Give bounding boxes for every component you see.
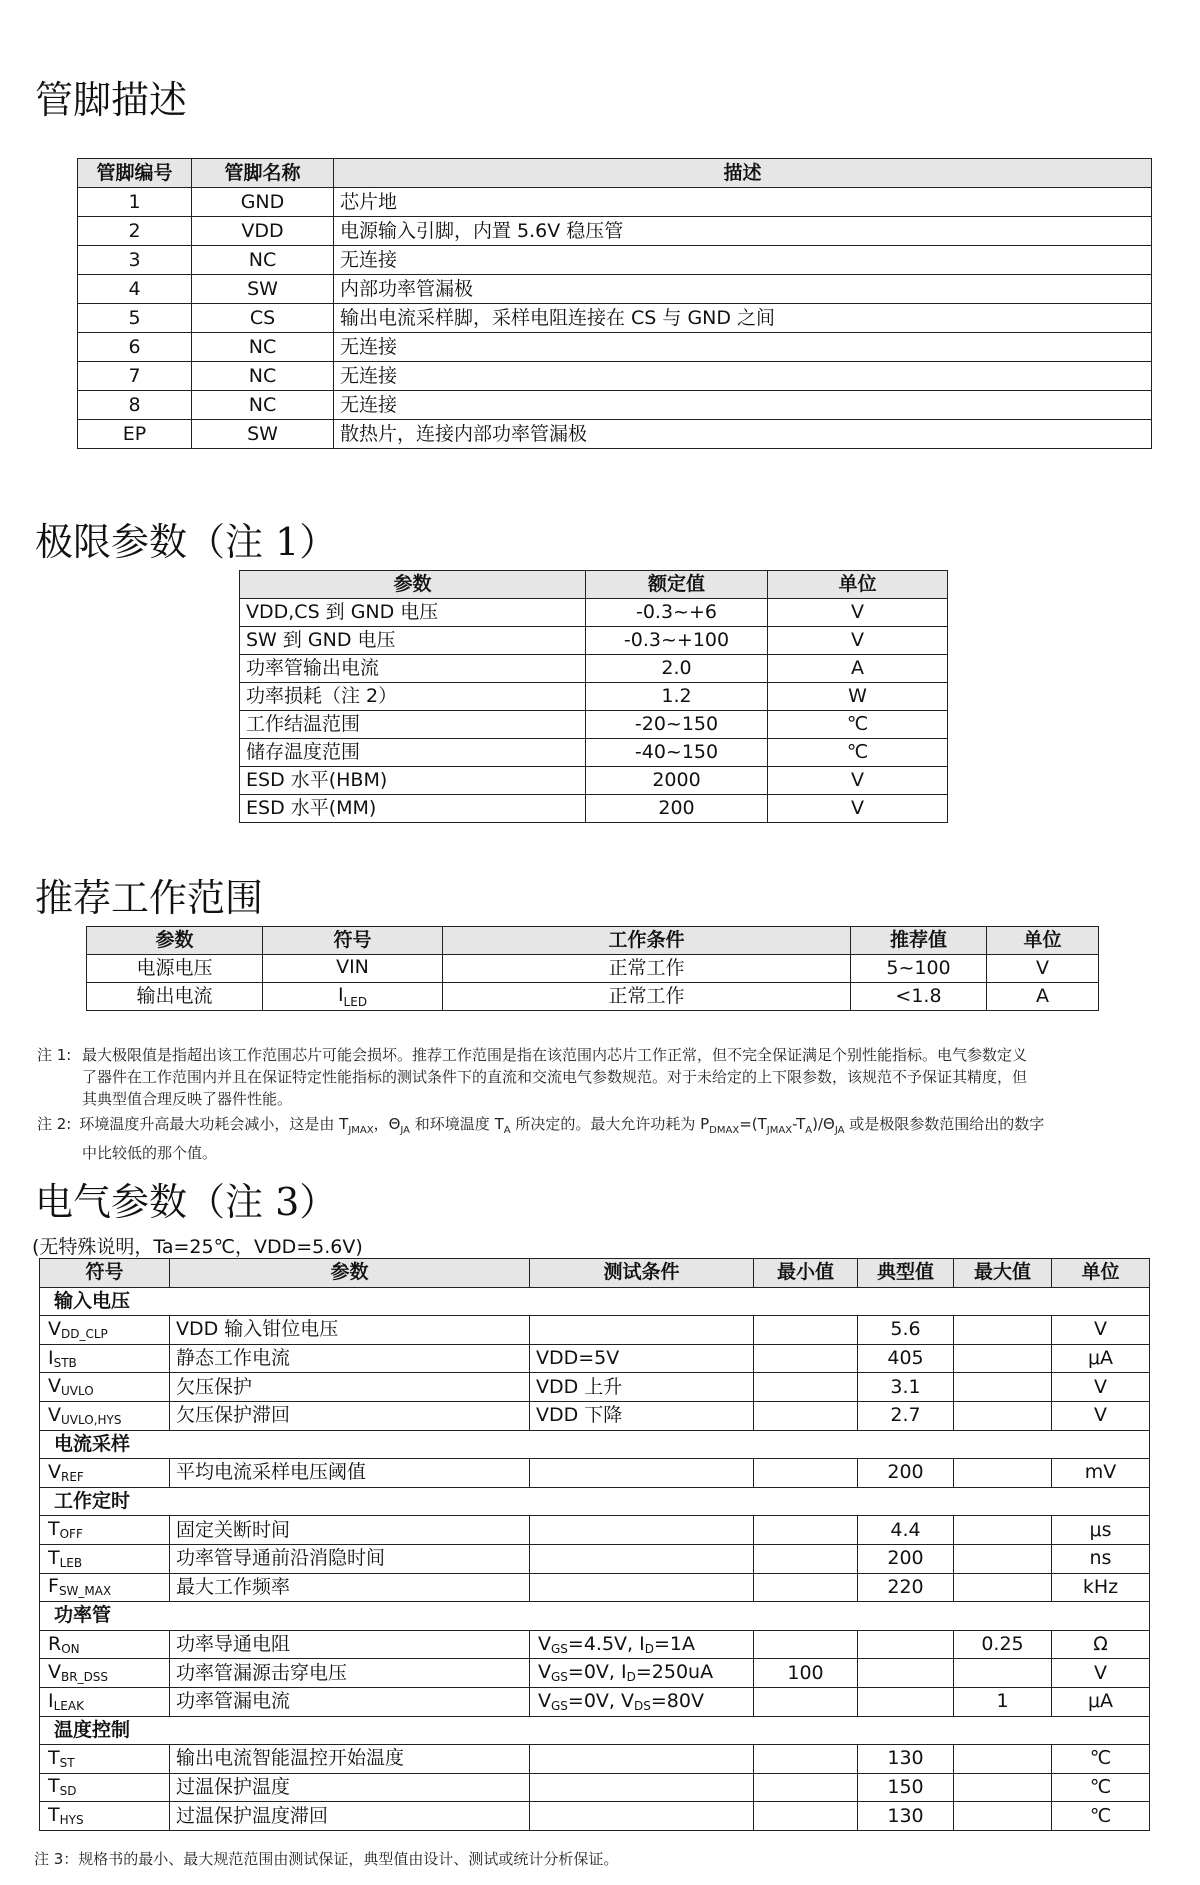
column-header: 测试条件 <box>530 1259 754 1288</box>
table-row <box>40 1459 1150 1488</box>
elec-symbol: $F_{SW\_MAX}$ <box>40 1573 170 1602</box>
pin-description: 无连接 <box>334 391 1152 420</box>
rec-unit: V <box>987 955 1099 983</box>
table-row <box>40 1544 1150 1573</box>
elec-max: 1 <box>954 1687 1052 1716</box>
table-row <box>87 983 1099 1011</box>
limit-unit: V <box>768 599 948 627</box>
pin-number: 8 <box>78 391 192 420</box>
limit-value: -20~150 <box>586 711 768 739</box>
limit-value: 1.2 <box>586 683 768 711</box>
column-header: 单位 <box>987 927 1099 955</box>
elec-unit: mV <box>1052 1459 1150 1488</box>
elec-test-condition: (无特殊说明，Ta=25℃，VDD=5.6V) <box>32 1236 363 1258</box>
table-row <box>40 1401 1150 1430</box>
column-header: 工作条件 <box>443 927 851 955</box>
pin-description: 无连接 <box>334 246 1152 275</box>
pin-description: 输出电流采样脚，采样电阻连接在 CS 与 GND 之间 <box>334 304 1152 333</box>
category-row <box>40 1487 1150 1516</box>
column-header: 描述 <box>334 159 1152 188</box>
pin-name: GND <box>192 188 334 217</box>
elec-min <box>754 1316 858 1345</box>
elec-min <box>754 1344 858 1373</box>
elec-unit: V <box>1052 1316 1150 1345</box>
elec-symbol: $R_{ON}$ <box>40 1630 170 1659</box>
elec-condition <box>530 1802 754 1831</box>
elec-param: 平均电流采样电压阈值 <box>170 1459 530 1488</box>
elec-max <box>954 1516 1052 1545</box>
rec-condition: 正常工作 <box>443 955 851 983</box>
column-header: 推荐值 <box>851 927 987 955</box>
table-header-row <box>87 927 1099 955</box>
limit-unit: A <box>768 655 948 683</box>
table-row <box>40 1773 1150 1802</box>
pin-description: 无连接 <box>334 362 1152 391</box>
elec-unit: kHz <box>1052 1573 1150 1602</box>
rec-unit: A <box>987 983 1099 1011</box>
note-1-label: 注 1: <box>37 1046 72 1064</box>
column-header: 最大值 <box>954 1259 1052 1288</box>
elec-condition: $V_{GS}=4.5V$, $I_D=1A$ <box>530 1630 754 1659</box>
elec-min <box>754 1745 858 1774</box>
note-2 <box>37 1113 1157 1164</box>
elec-max <box>954 1316 1052 1345</box>
table-row <box>78 362 1152 391</box>
table-row <box>40 1344 1150 1373</box>
pin-number: 1 <box>78 188 192 217</box>
recommended-table <box>86 926 1099 1011</box>
limit-param: SW 到 GND 电压 <box>240 627 586 655</box>
elec-min <box>754 1459 858 1488</box>
limit-unit: V <box>768 767 948 795</box>
elec-unit: ℃ <box>1052 1802 1150 1831</box>
limit-param: 储存温度范围 <box>240 739 586 767</box>
elec-typ: 405 <box>858 1344 954 1373</box>
elec-param: 功率管导通前沿消隐时间 <box>170 1544 530 1573</box>
limit-value: 200 <box>586 795 768 823</box>
elec-unit: ℃ <box>1052 1745 1150 1774</box>
elec-param: 功率导通电阻 <box>170 1630 530 1659</box>
elec-typ: 200 <box>858 1544 954 1573</box>
pin-description: 内部功率管漏极 <box>334 275 1152 304</box>
table-row <box>40 1802 1150 1831</box>
elec-param: 输出电流智能温控开始温度 <box>170 1745 530 1774</box>
column-header: 典型值 <box>858 1259 954 1288</box>
elec-unit: V <box>1052 1401 1150 1430</box>
table-row <box>240 795 948 823</box>
pin-description: 电源输入引脚，内置 5.6V 稳压管 <box>334 217 1152 246</box>
elec-param: 过温保护温度 <box>170 1773 530 1802</box>
elec-max <box>954 1401 1052 1430</box>
pin-table <box>77 158 1152 449</box>
elec-typ: 4.4 <box>858 1516 954 1545</box>
elec-unit: Ω <box>1052 1630 1150 1659</box>
pin-description: 散热片，连接内部功率管漏极 <box>334 420 1152 449</box>
category-label: 温度控制 <box>40 1716 1150 1745</box>
note-2-line: 注 2: 环境温度升高最大功耗会减小，这是由 $T_{JMAX}$，$\Theta_{JA}$ 和环境温度 $T_A$ 所决定的。最大允许功耗为 $P_{DMAX}=(T_{JMAX}-T_A)/\Theta_{JA}$ 或是极限参数范围给出的数字 <box>37 1115 1045 1136</box>
rec-value: 5~100 <box>851 955 987 983</box>
elec-min <box>754 1544 858 1573</box>
limit-param: 工作结温范围 <box>240 711 586 739</box>
table-row <box>40 1573 1150 1602</box>
elec-condition: VDD 上升 <box>530 1373 754 1402</box>
table-row <box>40 1630 1150 1659</box>
elec-param: 固定关断时间 <box>170 1516 530 1545</box>
rec-condition: 正常工作 <box>443 983 851 1011</box>
column-header: 单位 <box>1052 1259 1150 1288</box>
limit-unit: V <box>768 627 948 655</box>
elec-min <box>754 1773 858 1802</box>
elec-condition <box>530 1516 754 1545</box>
table-row <box>240 767 948 795</box>
elec-condition: $V_{GS}=0V$, $V_{DS}=80V$ <box>530 1687 754 1716</box>
pin-number: 5 <box>78 304 192 333</box>
elec-condition: VDD=5V <box>530 1344 754 1373</box>
column-header: 参数 <box>87 927 263 955</box>
pin-description: 芯片地 <box>334 188 1152 217</box>
limit-section-title: 极限参数（注 1） <box>35 520 338 564</box>
elec-param: 静态工作电流 <box>170 1344 530 1373</box>
table-row <box>78 304 1152 333</box>
elec-symbol: $I_{LEAK}$ <box>40 1687 170 1716</box>
limit-table <box>239 570 948 823</box>
elec-condition: VDD 下降 <box>530 1401 754 1430</box>
table-row <box>78 275 1152 304</box>
elec-typ: 220 <box>858 1573 954 1602</box>
pin-number: 7 <box>78 362 192 391</box>
elec-symbol: $V_{REF}$ <box>40 1459 170 1488</box>
pin-description: 无连接 <box>334 333 1152 362</box>
elec-max <box>954 1344 1052 1373</box>
pin-section-title: 管脚描述 <box>35 78 188 122</box>
elec-unit: V <box>1052 1373 1150 1402</box>
elec-typ: 200 <box>858 1459 954 1488</box>
limit-param: 功率管输出电流 <box>240 655 586 683</box>
elec-symbol: $V_{UVLO,HYS}$ <box>40 1401 170 1430</box>
table-row <box>40 1516 1150 1545</box>
pin-name: SW <box>192 275 334 304</box>
table-row <box>240 739 948 767</box>
elec-min <box>754 1373 858 1402</box>
column-header: 管脚编号 <box>78 159 192 188</box>
category-row <box>40 1430 1150 1459</box>
note-1 <box>37 1044 1157 1110</box>
limit-param: VDD,CS 到 GND 电压 <box>240 599 586 627</box>
elec-max <box>954 1802 1052 1831</box>
elec-unit: μA <box>1052 1344 1150 1373</box>
elec-typ: 130 <box>858 1745 954 1774</box>
rec-section-title: 推荐工作范围 <box>35 876 264 920</box>
elec-symbol: $T_{SD}$ <box>40 1773 170 1802</box>
table-row <box>240 683 948 711</box>
column-header: 参数 <box>240 571 586 599</box>
elec-min <box>754 1802 858 1831</box>
elec-min <box>754 1687 858 1716</box>
table-header-row <box>40 1259 1150 1288</box>
elec-symbol: $V_{DD\_CLP}$ <box>40 1316 170 1345</box>
table-row <box>40 1745 1150 1774</box>
elec-typ: 150 <box>858 1773 954 1802</box>
elec-max <box>954 1745 1052 1774</box>
elec-typ <box>858 1687 954 1716</box>
elec-unit: V <box>1052 1659 1150 1688</box>
table-row <box>78 420 1152 449</box>
elec-symbol: $V_{BR\_DSS}$ <box>40 1659 170 1688</box>
elec-condition <box>530 1544 754 1573</box>
limit-value: -0.3~+100 <box>586 627 768 655</box>
elec-typ <box>858 1659 954 1688</box>
table-header-row <box>240 571 948 599</box>
elec-condition <box>530 1316 754 1345</box>
table-row <box>78 188 1152 217</box>
column-header: 最小值 <box>754 1259 858 1288</box>
limit-param: 功率损耗（注 2） <box>240 683 586 711</box>
table-row <box>40 1316 1150 1345</box>
category-row <box>40 1602 1150 1631</box>
category-row <box>40 1287 1150 1316</box>
column-header: 单位 <box>768 571 948 599</box>
elec-max <box>954 1544 1052 1573</box>
elec-symbol: $T_{OFF}$ <box>40 1516 170 1545</box>
elec-min <box>754 1516 858 1545</box>
limit-value: -40~150 <box>586 739 768 767</box>
limit-unit: V <box>768 795 948 823</box>
elec-min <box>754 1573 858 1602</box>
table-row <box>78 333 1152 362</box>
table-row <box>240 627 948 655</box>
elec-param: 功率管漏源击穿电压 <box>170 1659 530 1688</box>
elec-max <box>954 1573 1052 1602</box>
elec-min: 100 <box>754 1659 858 1688</box>
pin-name: CS <box>192 304 334 333</box>
elec-condition <box>530 1745 754 1774</box>
elec-symbol: $T_{LEB}$ <box>40 1544 170 1573</box>
category-label: 输入电压 <box>40 1287 1150 1316</box>
pin-number: 6 <box>78 333 192 362</box>
pin-number: 3 <box>78 246 192 275</box>
column-header: 参数 <box>170 1259 530 1288</box>
table-row <box>40 1687 1150 1716</box>
elec-section-title: 电气参数（注 3） <box>35 1180 338 1224</box>
elec-condition <box>530 1773 754 1802</box>
rec-param: 电源电压 <box>87 955 263 983</box>
table-row <box>240 711 948 739</box>
table-row <box>240 599 948 627</box>
note-1-line: 最大极限值是指超出该工作范围芯片可能会损坏。推荐工作范围是指在该范围内芯片工作正常，但不完全保证满足个别性能指标。电气参数定义 <box>82 1046 1028 1064</box>
elec-max <box>954 1373 1052 1402</box>
category-row <box>40 1716 1150 1745</box>
table-header-row <box>78 159 1152 188</box>
note-1-line: 了器件在工作范围内并且在保证特定性能指标的测试条件下的直流和交流电气参数规范。对于未给定的上下限参数，该规范不予保证其精度，但 <box>82 1068 1028 1086</box>
elec-param: 功率管漏电流 <box>170 1687 530 1716</box>
limit-unit: ℃ <box>768 711 948 739</box>
limit-value: 2000 <box>586 767 768 795</box>
pin-name: SW <box>192 420 334 449</box>
elec-typ: 5.6 <box>858 1316 954 1345</box>
elec-unit: μA <box>1052 1687 1150 1716</box>
category-label: 功率管 <box>40 1602 1150 1631</box>
elec-max <box>954 1773 1052 1802</box>
note-3: 注 3：规格书的最小、最大规范范围由测试保证，典型值由设计、测试或统计分析保证。 <box>34 1850 619 1868</box>
pin-name: NC <box>192 333 334 362</box>
pin-number: 4 <box>78 275 192 304</box>
pin-name: VDD <box>192 217 334 246</box>
rec-param: 输出电流 <box>87 983 263 1011</box>
table-row <box>78 246 1152 275</box>
column-header: 符号 <box>40 1259 170 1288</box>
table-row <box>78 217 1152 246</box>
pin-number: EP <box>78 420 192 449</box>
pin-name: NC <box>192 246 334 275</box>
column-header: 管脚名称 <box>192 159 334 188</box>
elec-max: 0.25 <box>954 1630 1052 1659</box>
table-row <box>78 391 1152 420</box>
electrical-table <box>39 1258 1150 1831</box>
elec-param: 欠压保护滞回 <box>170 1401 530 1430</box>
table-row <box>40 1659 1150 1688</box>
elec-condition <box>530 1459 754 1488</box>
elec-typ: 3.1 <box>858 1373 954 1402</box>
note-2-line: 中比较低的那个值。 <box>82 1144 218 1162</box>
limit-param: ESD 水平(HBM) <box>240 767 586 795</box>
elec-max <box>954 1459 1052 1488</box>
elec-symbol: $I_{STB}$ <box>40 1344 170 1373</box>
column-header: 符号 <box>263 927 443 955</box>
pin-name: NC <box>192 362 334 391</box>
elec-symbol: $T_{ST}$ <box>40 1745 170 1774</box>
column-header: 额定值 <box>586 571 768 599</box>
rec-value: <1.8 <box>851 983 987 1011</box>
category-label: 工作定时 <box>40 1487 1150 1516</box>
elec-unit: ℃ <box>1052 1773 1150 1802</box>
rec-symbol: VIN <box>263 955 443 983</box>
elec-symbol: $V_{UVLO}$ <box>40 1373 170 1402</box>
elec-condition: $V_{GS}=0V$, $I_D=250uA$ <box>530 1659 754 1688</box>
elec-typ <box>858 1630 954 1659</box>
elec-param: 最大工作频率 <box>170 1573 530 1602</box>
elec-unit: μs <box>1052 1516 1150 1545</box>
limit-param: ESD 水平(MM) <box>240 795 586 823</box>
limit-value: -0.3~+6 <box>586 599 768 627</box>
elec-param: VDD 输入钳位电压 <box>170 1316 530 1345</box>
elec-param: 欠压保护 <box>170 1373 530 1402</box>
category-label: 电流采样 <box>40 1430 1150 1459</box>
elec-unit: ns <box>1052 1544 1150 1573</box>
rec-symbol: $I_{LED}$ <box>263 983 443 1011</box>
limit-value: 2.0 <box>586 655 768 683</box>
limit-unit: ℃ <box>768 739 948 767</box>
elec-param: 过温保护温度滞回 <box>170 1802 530 1831</box>
elec-max <box>954 1659 1052 1688</box>
pin-number: 2 <box>78 217 192 246</box>
table-row <box>87 955 1099 983</box>
elec-min <box>754 1630 858 1659</box>
table-row <box>40 1373 1150 1402</box>
elec-min <box>754 1401 858 1430</box>
pin-name: NC <box>192 391 334 420</box>
elec-symbol: $T_{HYS}$ <box>40 1802 170 1831</box>
table-row <box>240 655 948 683</box>
elec-condition <box>530 1573 754 1602</box>
elec-typ: 130 <box>858 1802 954 1831</box>
limit-unit: W <box>768 683 948 711</box>
note-1-line: 其典型值合理反映了器件性能。 <box>82 1090 293 1108</box>
elec-typ: 2.7 <box>858 1401 954 1430</box>
